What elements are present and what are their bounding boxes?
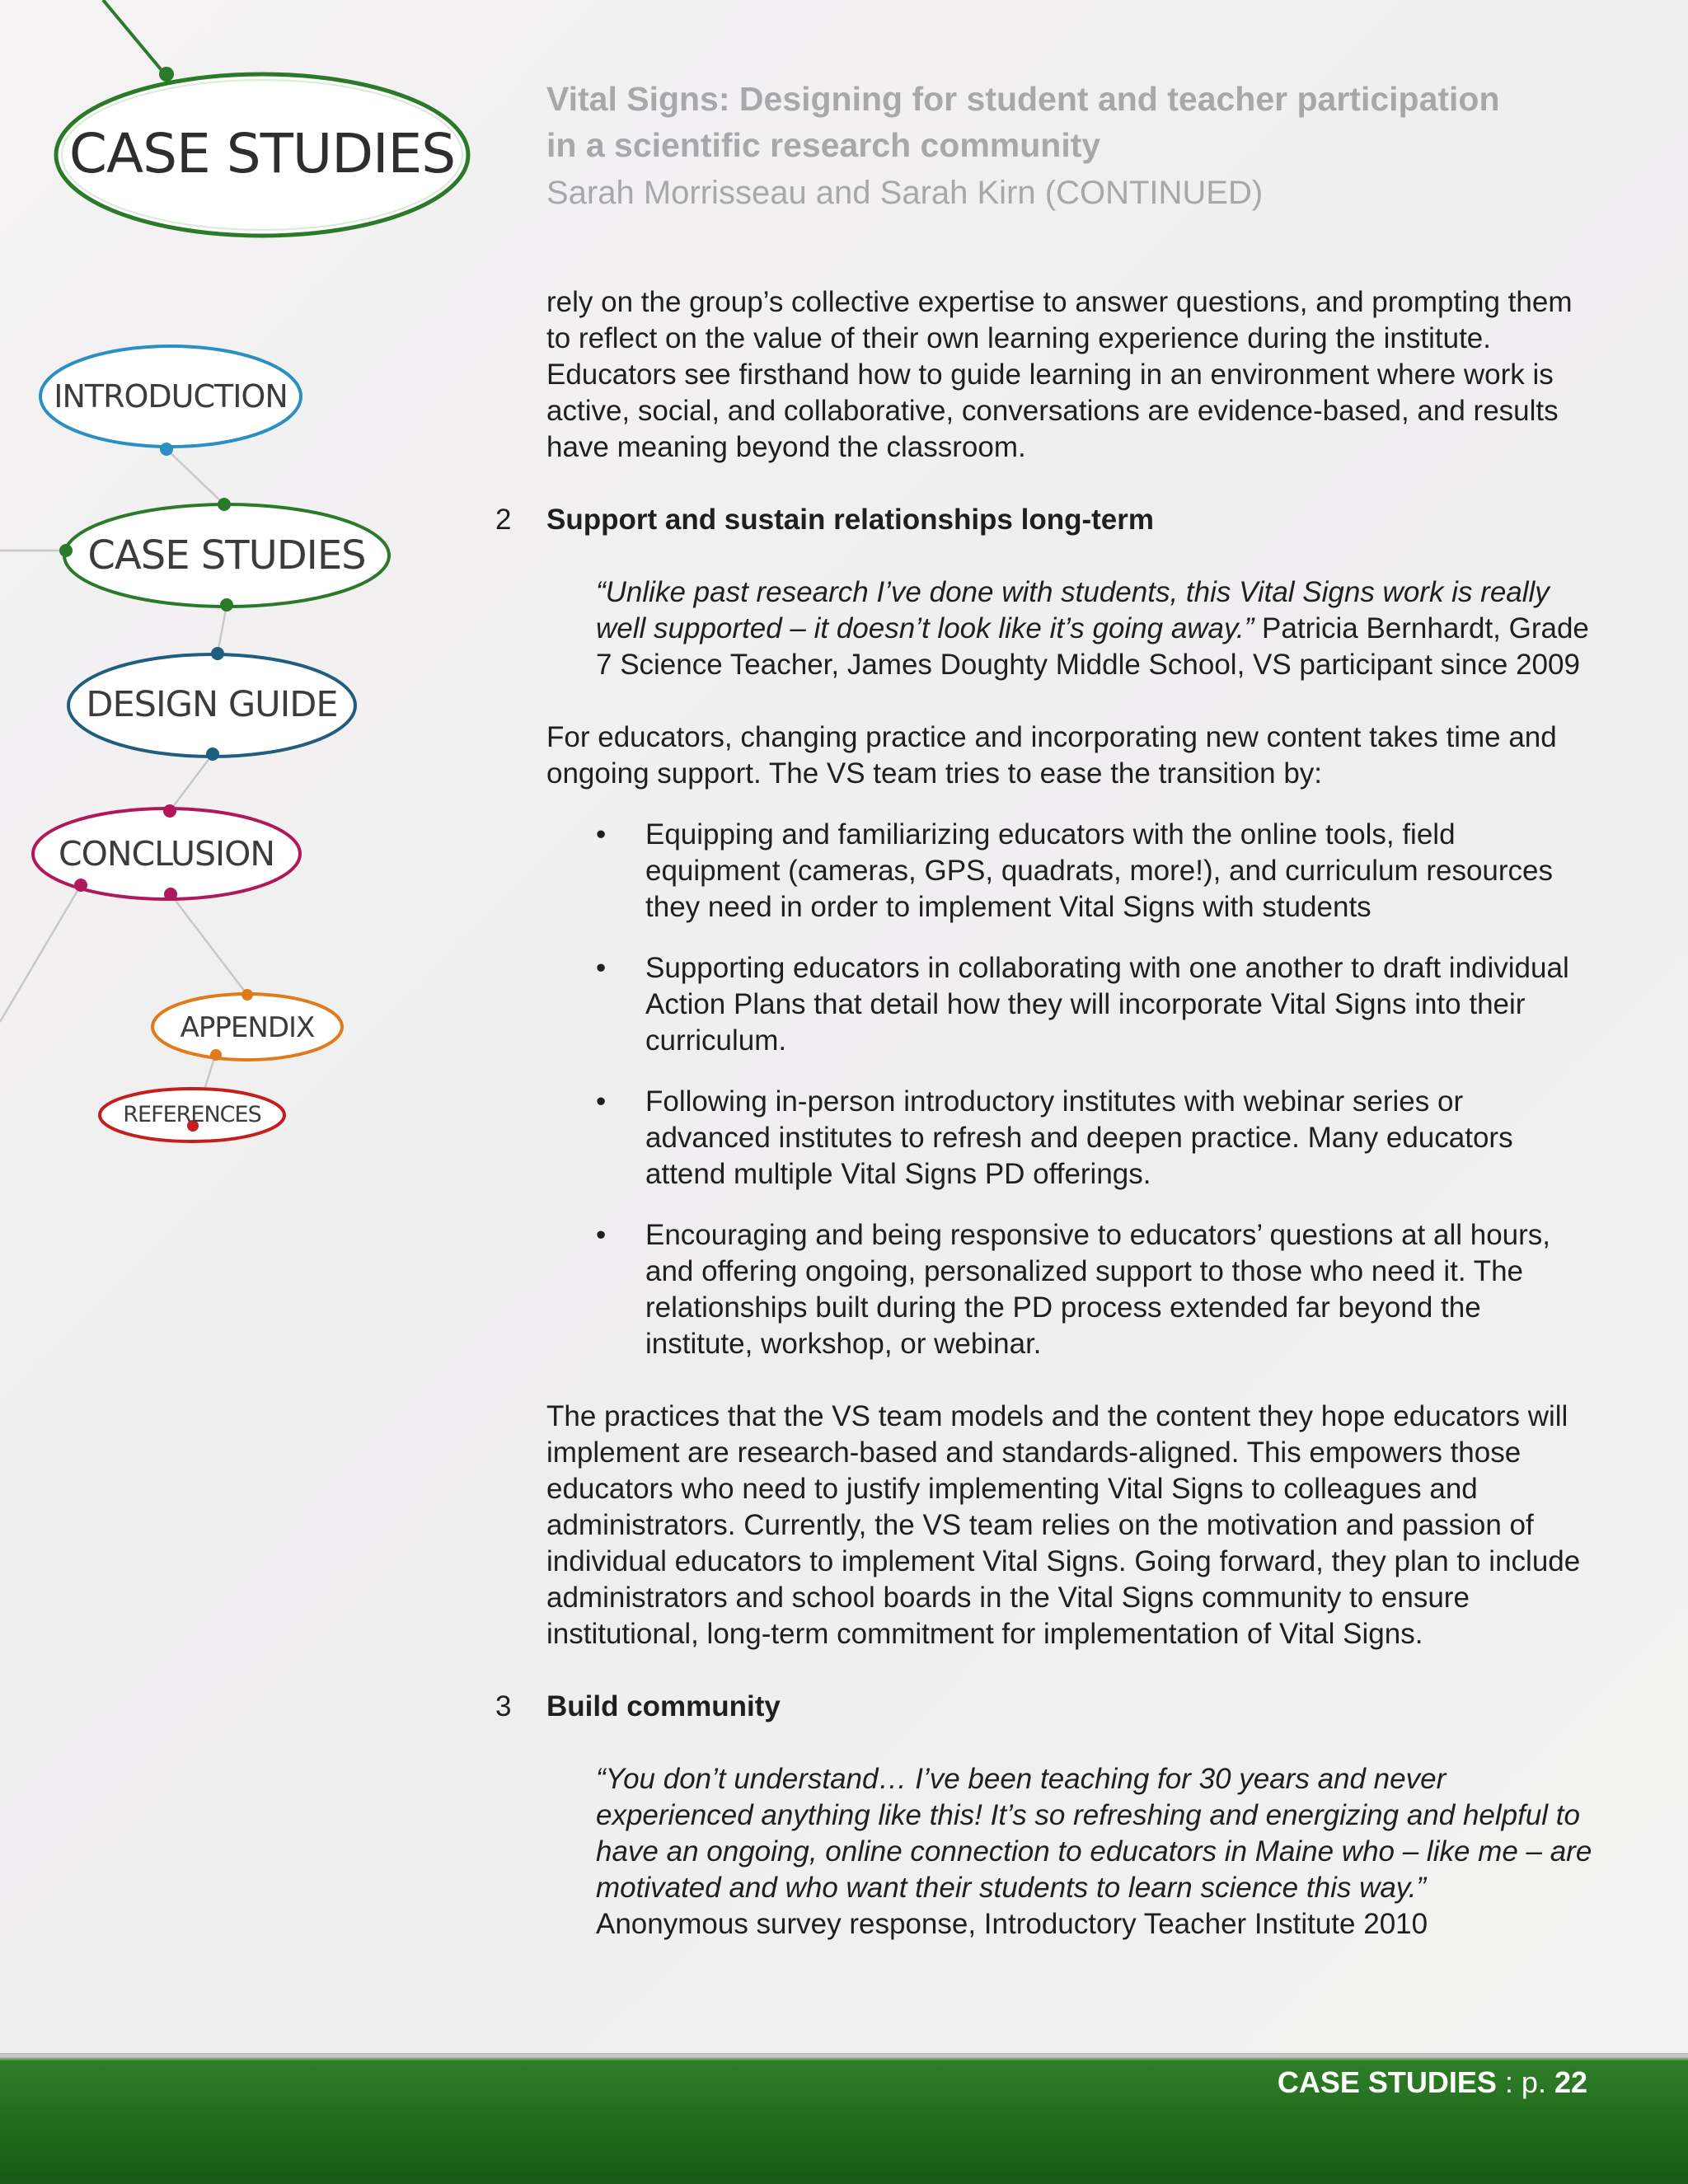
nav-item-introduction[interactable]: INTRODUCTION [54,378,288,415]
footer-section-name: CASE STUDIES [1277,2065,1497,2099]
intro-paragraph: rely on the group’s collective expertise to answer questions, and prompting them to reflect on the value of their own learning experience during the institute. Educators see firsthand how to guide learning in an environment where work is active, social, and collaborative, conversations are evidence-based, and results have meaning beyond the classroom. [546,286,1573,463]
section-2-quote-attribution: Patricia Bernhardt, Grade 7 Science Teacher, James Doughty Middle School, VS participant since 2009 [596,612,1589,681]
bullet-item: • Supporting educators in collaborating with one another to draft individual Action Plans that detail how they will incorporate Vital Signs into their curriculum. [645,950,1593,1059]
nav-item-references[interactable]: REFERENCES [123,1102,261,1127]
section-2-quote-block [596,574,1593,683]
main-case-studies-label: CASE STUDIES [68,122,456,185]
support-bullet-list [645,817,1593,1362]
footer-separator: : p. [1496,2065,1554,2099]
article-body [495,284,1593,1943]
section-3-heading [495,1689,1593,1725]
article-title-line-1: Vital Signs: Designing for student and teacher participation [546,80,1500,118]
page-footer-label [1278,2062,1587,2103]
footer-page-number: 22 [1554,2065,1587,2099]
bullet-item: • Following in-person introductory institutes with webinar series or advanced institutes to refresh and deepen practice. Many educators attend multiple Vital Signs PD offerings. [645,1084,1593,1193]
bullet-item: • Equipping and familiarizing educators with the online tools, field equipment (cameras, GPS, quadrats, more!), and curriculum resources they need in order to implement Vital Signs with students [645,817,1593,926]
section-2-heading [495,502,1593,538]
section-2-title: Support and sustain relationships long-term [546,504,1154,536]
nav-item-appendix[interactable]: APPENDIX [180,1011,315,1044]
section-3-number: 3 [495,1690,512,1722]
nav-item-conclusion[interactable]: CONCLUSION [58,834,275,874]
section-3-title: Build community [546,1690,781,1722]
article-title [546,76,1601,168]
section-2-number: 2 [495,504,512,536]
section-2-lead-paragraph: For educators, changing practice and incorporating new content takes time and ongoing support. The VS team tries to ease the transition by: [546,721,1557,790]
nav-item-case-studies[interactable]: CASE STUDIES [87,532,366,579]
article-title-line-2: in a scientific research community [546,126,1101,164]
section-3-quote-attribution: Anonymous survey response, Introductory Teacher Institute 2010 [596,1908,1428,1940]
section-2-closing-paragraph: The practices that the VS team models and the content they hope educators will implement are research-based and standards-aligned. This empowers those educators who need to justify implementing Vital Signs to colleagues and administrators. Currently, the VS team relies on the motivation and passion of individual educators to implement Vital Signs. Going forward, they plan to include administrators and school boards in the Vital Signs community to ensure institutional, long-term commitment for implementation of Vital Signs. [546,1400,1581,1650]
page-header [546,76,1601,216]
section-3-quote: “You don’t understand… I’ve been teaching for 30 years and never experienced anything like this! It’s so refreshing and energizing and helpful to have an ongoing, online connection to educators in Maine who – like me – are motivated and who want their students to learn science this way.” [596,1763,1592,1904]
section-3-quote-block [596,1761,1593,1943]
article-authors: Sarah Morrisseau and Sarah Kirn (CONTINUED) [546,175,1264,211]
bullet-item: • Encouraging and being responsive to educators’ questions at all hours, and offering ongoing, personalized support to those who need it. The relationships built during the PD process extended far beyond the institute, workshop, or webinar. [645,1217,1593,1362]
nav-item-design-guide[interactable]: DESIGN GUIDE [86,684,338,725]
section-2-quote: “Unlike past research I’ve done with students, this Vital Signs work is really well supported – it doesn’t look like it’s going away.” [596,576,1550,644]
